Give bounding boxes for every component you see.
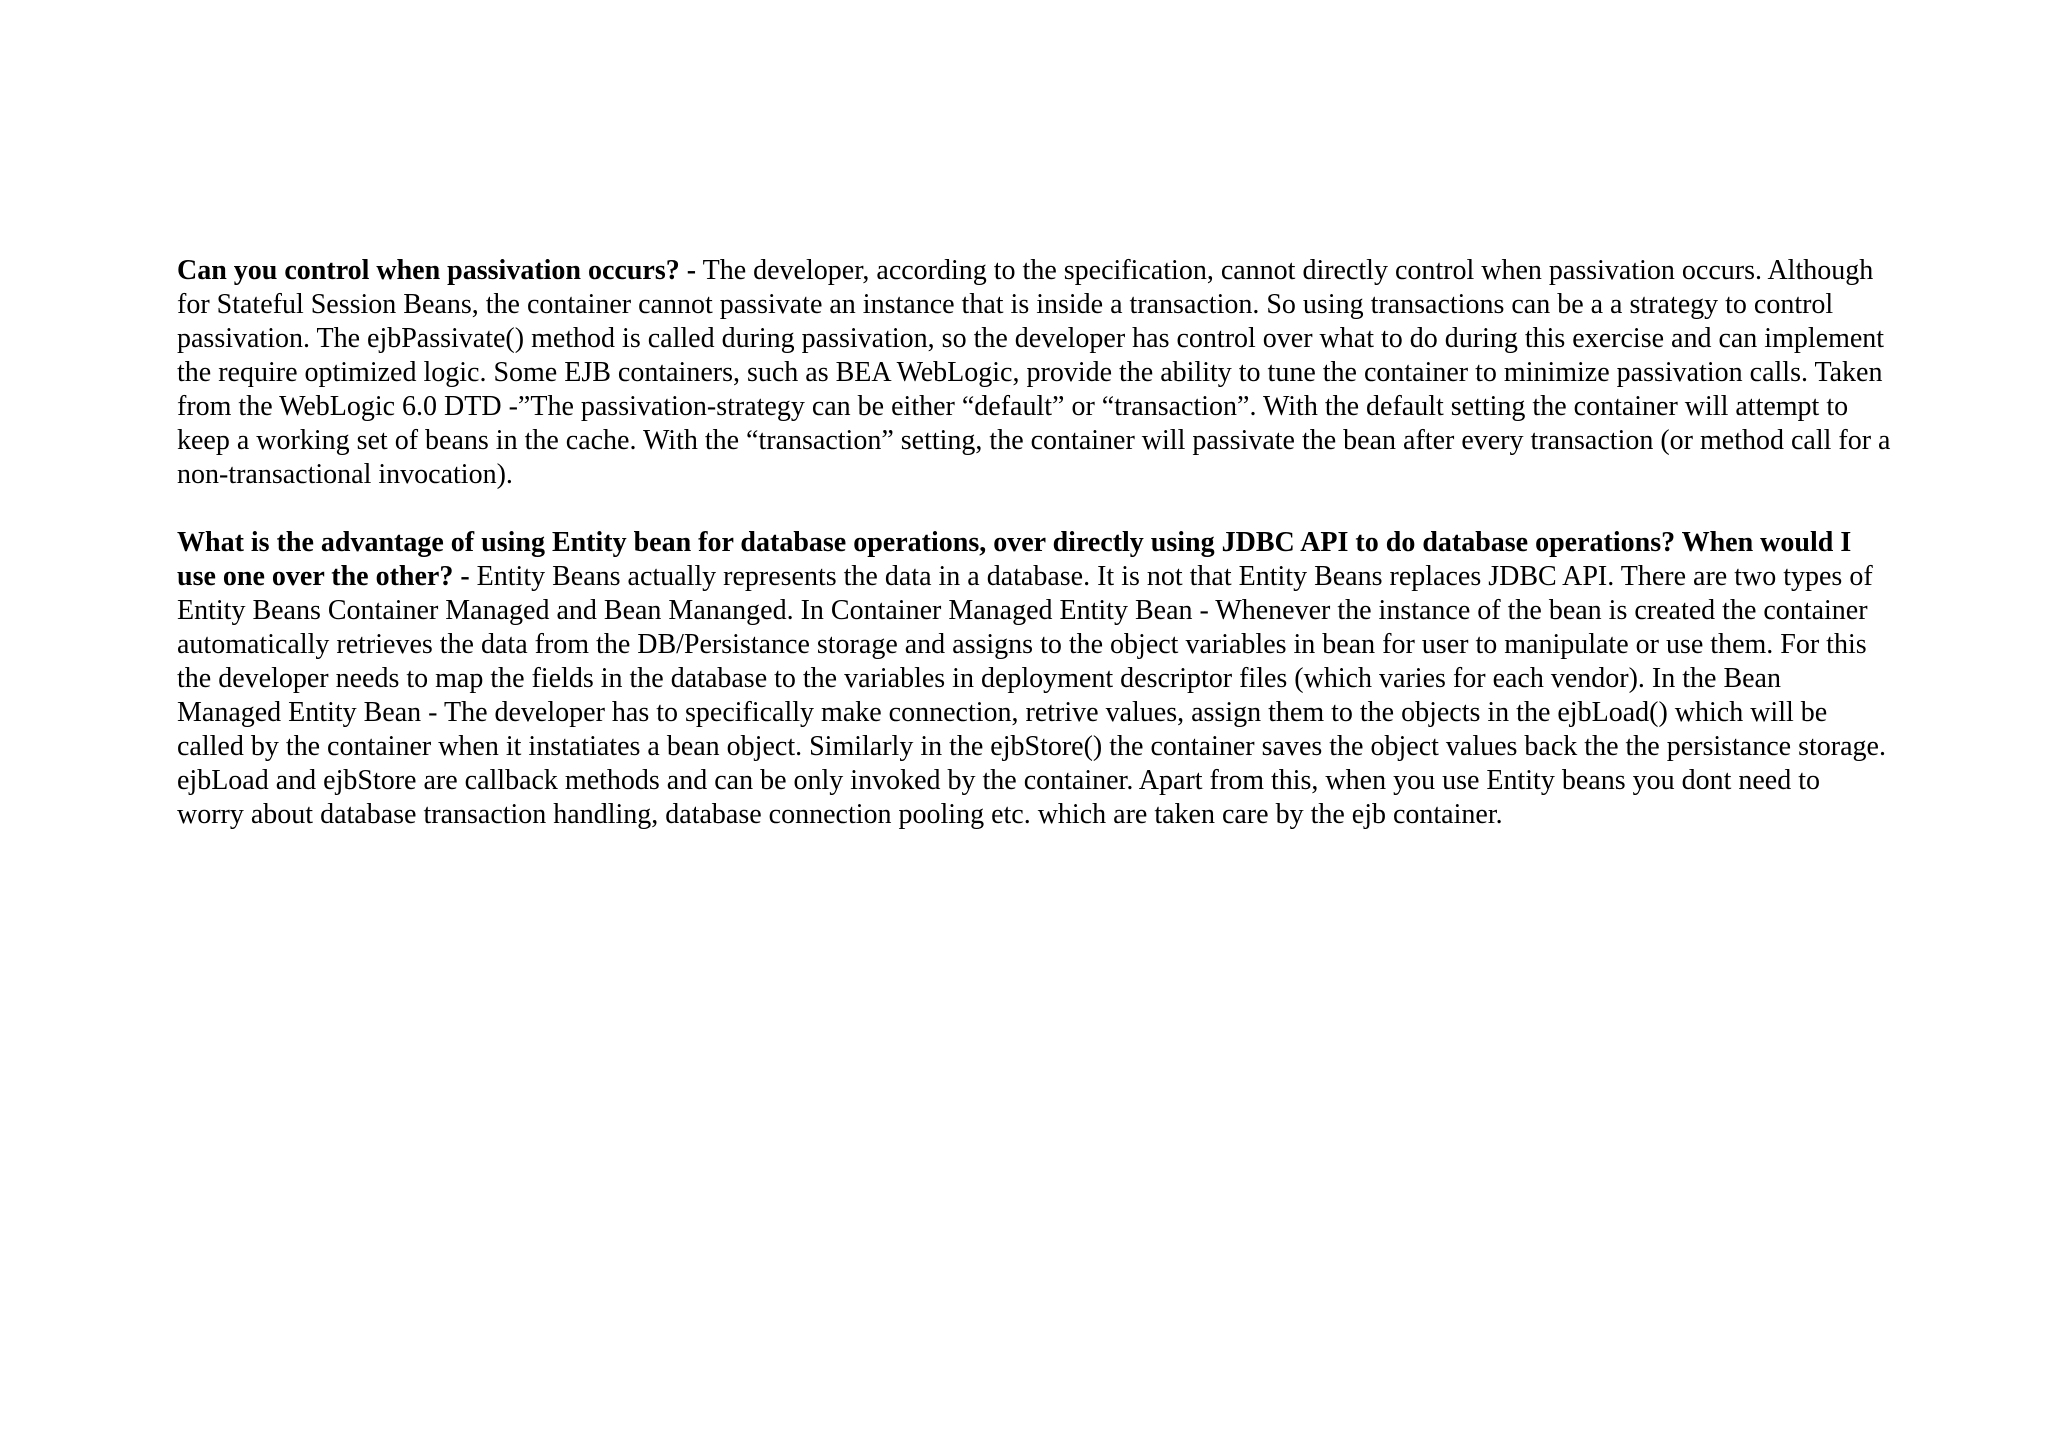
question-text: Can you control when passivation occurs? -	[177, 255, 697, 286]
qa-passivation	[177, 254, 1892, 492]
qa-entity-bean-vs-jdbc	[177, 526, 1892, 832]
answer-text: The developer, according to the specification, cannot directly control when passivation occurs. Although for Stateful Session Beans, the container cannot passivate an instance that is inside a transaction. So using transactions can be a a strategy to control passivation. The ejbPassivate() method is called during passivation, so the developer has control over what to do during this exercise and can implement the require optimized logic. Some EJB containers, such as BEA WebLogic, provide the ability to tune the container to minimize passivation calls. Taken from the WebLogic 6.0 DTD -”The passivation-strategy can be either “default” or “transaction”. With the default setting the container will attempt to keep a working set of beans in the cache. With the “transaction” setting, the container will passivate the bean after every transaction (or method call for a non-transactional invocation).	[177, 255, 1891, 490]
question-text: What is the advantage of using Entity bean for database operations, over directly using JDBC API to do database operations? When would I use one over the other? -	[177, 527, 1852, 592]
answer-text: Entity Beans actually represents the data in a database. It is not that Entity Beans replaces JDBC API. There are two types of Entity Beans Container Managed and Bean Mananged. In Container Managed Entity Bean - Whenever the instance of the bean is created the container automatically retrieves the data from the DB/Persistance storage and assigns to the object variables in bean for user to manipulate or use them. For this the developer needs to map the fields in the database to the variables in deployment descriptor files (which varies for each vendor). In the Bean Managed Entity Bean - The developer has to specifically make connection, retrive values, assign them to the objects in the ejbLoad() which will be called by the container when it instatiates a bean object. Similarly in the ejbStore() the container saves the object values back the the persistance storage. ejbLoad and ejbStore are callback methods and can be only invoked by the container. Apart from this, when you use Entity beans you dont need to worry about database transaction handling, database connection pooling etc. which are taken care by the ejb container.	[177, 561, 1886, 830]
document-content	[177, 254, 1892, 866]
